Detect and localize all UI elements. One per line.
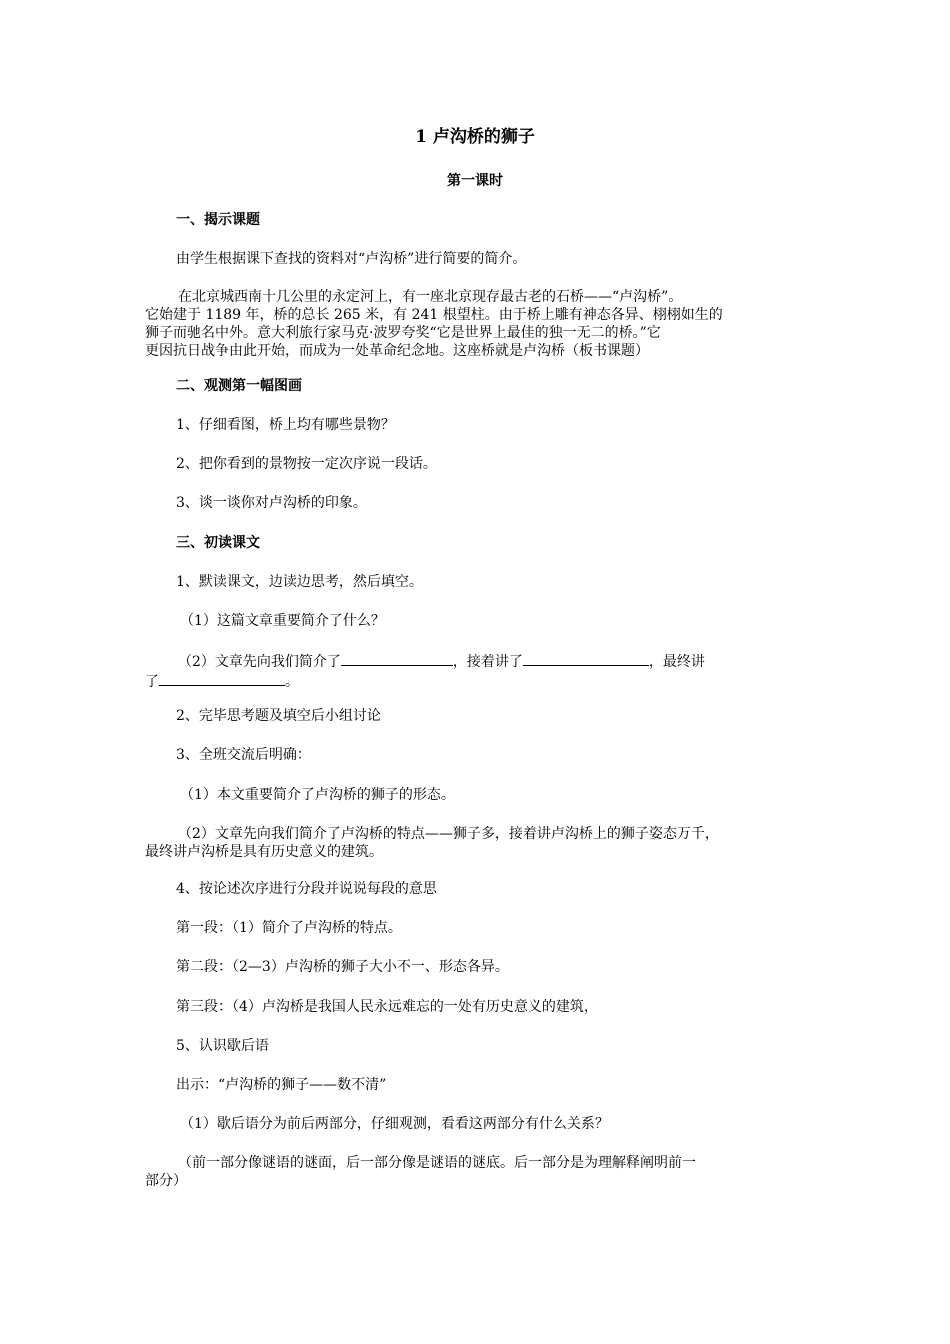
segment-2: 第二段：（2—3）卢沟桥的狮子大小不一、形态各异。 [176, 959, 509, 975]
question-4: 4、按论述次序进行分段并说说每段的意思 [176, 881, 437, 897]
list-item: 2、把你看到的景物按一定次序说一段话。 [176, 456, 437, 472]
fill-in-blank-line-1 [145, 651, 815, 671]
paragraph-intro: 由学生根据课下查找的资料对“卢沟桥”进行简要的简介。 [176, 251, 527, 267]
paragraph-line: 部分） [145, 1173, 187, 1189]
paragraph-line: （前一部分像谜语的谜面，后一部分像是谜语的谜底。后一部分是为理解释阐明前一 [178, 1155, 696, 1171]
show-text: 出示：“卢沟桥的狮子——数不清” [176, 1077, 387, 1093]
section-heading-1: 一、揭示课题 [176, 212, 260, 228]
fill-in-blank-line-2 [145, 671, 815, 691]
blank-prompt-text: （2）文章先向我们简介了 [178, 654, 341, 670]
paragraph-line: （2）文章先向我们简介了卢沟桥的特点——狮子多，接着讲卢沟桥上的狮子姿态万千， [178, 826, 719, 842]
segment-3: 第三段：（4）卢沟桥是我国人民永远难忘的一处有历史意义的建筑， [176, 999, 598, 1015]
blank-prompt-text: 了 [145, 674, 159, 690]
paragraph-line: 最终讲卢沟桥是具有历史意义的建筑。 [145, 844, 383, 860]
answer-5 [145, 1154, 815, 1190]
question-2: 2、完毕思考题及填空后小组讨论 [176, 708, 381, 724]
blank-line [523, 651, 649, 666]
section-heading-3: 三、初读课文 [176, 535, 260, 551]
blank-line [159, 671, 285, 686]
list-item: 1、仔细看图，桥上均有哪些景物？ [176, 417, 395, 433]
paragraph-line: 更因抗日战争由此开始，而成为一处革命纪念地。这座桥就是卢沟桥（板书课题） [145, 343, 649, 359]
answer-1: （1）本文重要简介了卢沟桥的狮子的形态。 [180, 787, 455, 803]
blank-prompt-text: ，最终讲 [648, 654, 705, 670]
question-1-1: （1）这篇文章重要简介了什么？ [180, 613, 385, 629]
question-5-1: （1）歇后语分为前后两部分，仔细观测，看看这两部分有什么关系？ [180, 1116, 609, 1132]
segment-1: 第一段：（1）简介了卢沟桥的特点。 [176, 920, 402, 936]
answer-2 [145, 825, 815, 861]
blank-prompt-text: 。 [285, 674, 299, 690]
paragraph-line: 它始建于 1189 年，桥的总长 265 米，有 241 根望柱。由于桥上雕有神态各异、栩栩如生的 [145, 307, 723, 323]
paragraph-lugou-bridge-description [145, 288, 815, 360]
question-1: 1、默读课文，边读边思考，然后填空。 [176, 574, 423, 590]
document-title: 1 卢沟桥的狮子 [415, 127, 535, 147]
blank-prompt-text: ，接着讲了 [452, 654, 523, 670]
list-item: 3、谈一谈你对卢沟桥的印象。 [176, 495, 367, 511]
section-heading-2: 二、观测第一幅图画 [176, 378, 302, 394]
paragraph-line: 狮子而驰名中外。意大利旅行家马克·波罗夸奖“它是世界上最佳的独一无二的桥。”它 [145, 325, 661, 341]
question-5: 5、认识歇后语 [176, 1038, 269, 1054]
blank-line [341, 651, 453, 666]
paragraph-line: 在北京城西南十几公里的永定河上，有一座北京现存最古老的石桥——“卢沟桥”。 [178, 289, 683, 305]
question-3: 3、全班交流后明确： [176, 747, 311, 763]
fill-in-blank-question [145, 651, 815, 691]
document-subtitle: 第一课时 [447, 173, 503, 189]
